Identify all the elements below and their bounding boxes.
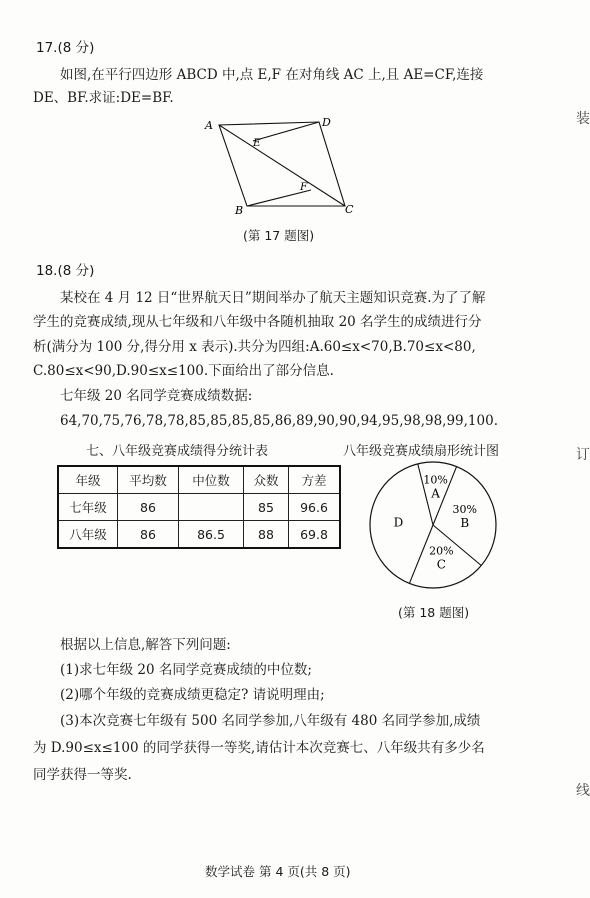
q18-subquestion-2: (2)哪个年级的竞赛成绩更稳定? 请说明理由; <box>60 687 325 703</box>
table-cell: 96.6 <box>289 494 341 521</box>
page-footer: 数学试卷 第 4 页(共 8 页) <box>205 864 351 879</box>
table-cell: 86 <box>118 521 179 549</box>
diagonal-ac <box>219 125 345 206</box>
binding-mark-middle: 订 <box>576 447 590 463</box>
table-header-cell: 年级 <box>58 466 118 494</box>
q18-text-p4: C.80≤x<90,D.90≤x≤100.下面给出了部分信息. <box>33 363 334 379</box>
table-row <box>58 494 340 521</box>
q18-figure-caption: (第 18 题图) <box>398 605 470 620</box>
q18-subquestion-3-line2: 为 D.90≤x≤100 的同学获得一等奖,请估计本次竞赛七、八年级共有多少名 <box>33 740 485 756</box>
q18-subquestion-1: (1)求七年级 20 名同学竞赛成绩的中位数; <box>60 662 312 678</box>
pie-chart-title: 八年级竞赛成绩扇形统计图 <box>343 444 500 459</box>
table-cell <box>179 494 244 521</box>
table-cell: 88 <box>244 521 289 549</box>
q18-text-p5: 七年级 20 名同学竞赛成绩数据: <box>60 388 253 404</box>
stats-table-title: 七、八年级竞赛成绩得分统计表 <box>86 444 269 459</box>
table-header-row <box>58 466 340 494</box>
table-header-cell: 方差 <box>289 466 341 494</box>
q18-subquestion-3-line3: 同学获得一等奖. <box>33 767 132 783</box>
table-cell: 七年级 <box>58 494 118 521</box>
segment-de <box>253 122 319 141</box>
q18-subquestion-3-line1: (3)本次竞赛七年级有 500 名同学参加,八年级有 480 名同学参加,成绩 <box>60 713 481 729</box>
parallelogram-figure <box>195 112 365 216</box>
pie-slice-letter-label: C <box>436 557 446 572</box>
pie-slice-letter-label: A <box>431 486 440 501</box>
pie-slice-percent-label: 20% <box>429 544 454 558</box>
table-cell: 86 <box>118 494 179 521</box>
table-header-cell: 平均数 <box>118 466 179 494</box>
pie-slice-percent-label: 10% <box>423 473 448 487</box>
q18-text-p3: 析(满分为 100 分,得分用 x 表示).共分为四组:A.60≤x<70,B.70≤x<80, <box>33 339 476 355</box>
vertex-a-label: A <box>205 119 213 132</box>
pie-chart <box>365 455 505 595</box>
pie-slice-letter-label: D <box>393 515 404 530</box>
pie-slice-letter-label: B <box>460 516 470 531</box>
table-cell: 86.5 <box>179 521 244 549</box>
table-cell: 85 <box>244 494 289 521</box>
point-e-label: E <box>253 137 261 149</box>
pie-slice-percent-label: 30% <box>452 503 478 517</box>
table-cell: 八年级 <box>58 521 118 549</box>
stats-table <box>57 465 341 549</box>
q17-text-line2: DE、BF.求证:DE=BF. <box>33 90 174 106</box>
vertex-c-label: C <box>345 203 354 216</box>
q18-text-p1: 某校在 4 月 12 日“世界航天日”期间举办了航天主题知识竞赛.为了了解 <box>60 290 486 306</box>
q18-heading: 18.(8 分) <box>36 263 95 279</box>
binding-mark-top: 装 <box>576 111 590 127</box>
q18-score-data: 64,70,75,76,78,78,85,85,85,85,86,89,90,90,94,95,98,98,99,100. <box>60 413 498 429</box>
vertex-d-label: D <box>322 116 331 129</box>
binding-mark-bottom: 线 <box>576 783 590 799</box>
point-f-label: F <box>300 181 308 193</box>
q17-text-line1: 如图,在平行四边形 ABCD 中,点 E,F 在对角线 AC 上,且 AE=CF,连接 <box>60 67 484 83</box>
table-cell: 69.8 <box>289 521 341 549</box>
table-row <box>58 521 340 549</box>
vertex-b-label: B <box>235 204 244 217</box>
q18-instruction: 根据以上信息,解答下列问题: <box>60 637 231 653</box>
q17-figure-caption: (第 17 题图) <box>243 228 315 243</box>
q18-text-p2: 学生的竞赛成绩,现从七年级和八年级中各随机抽取 20 名学生的成绩进行分 <box>33 314 482 330</box>
table-header-cell: 中位数 <box>179 466 244 494</box>
table-header-cell: 众数 <box>244 466 289 494</box>
q17-heading: 17.(8 分) <box>36 40 95 56</box>
